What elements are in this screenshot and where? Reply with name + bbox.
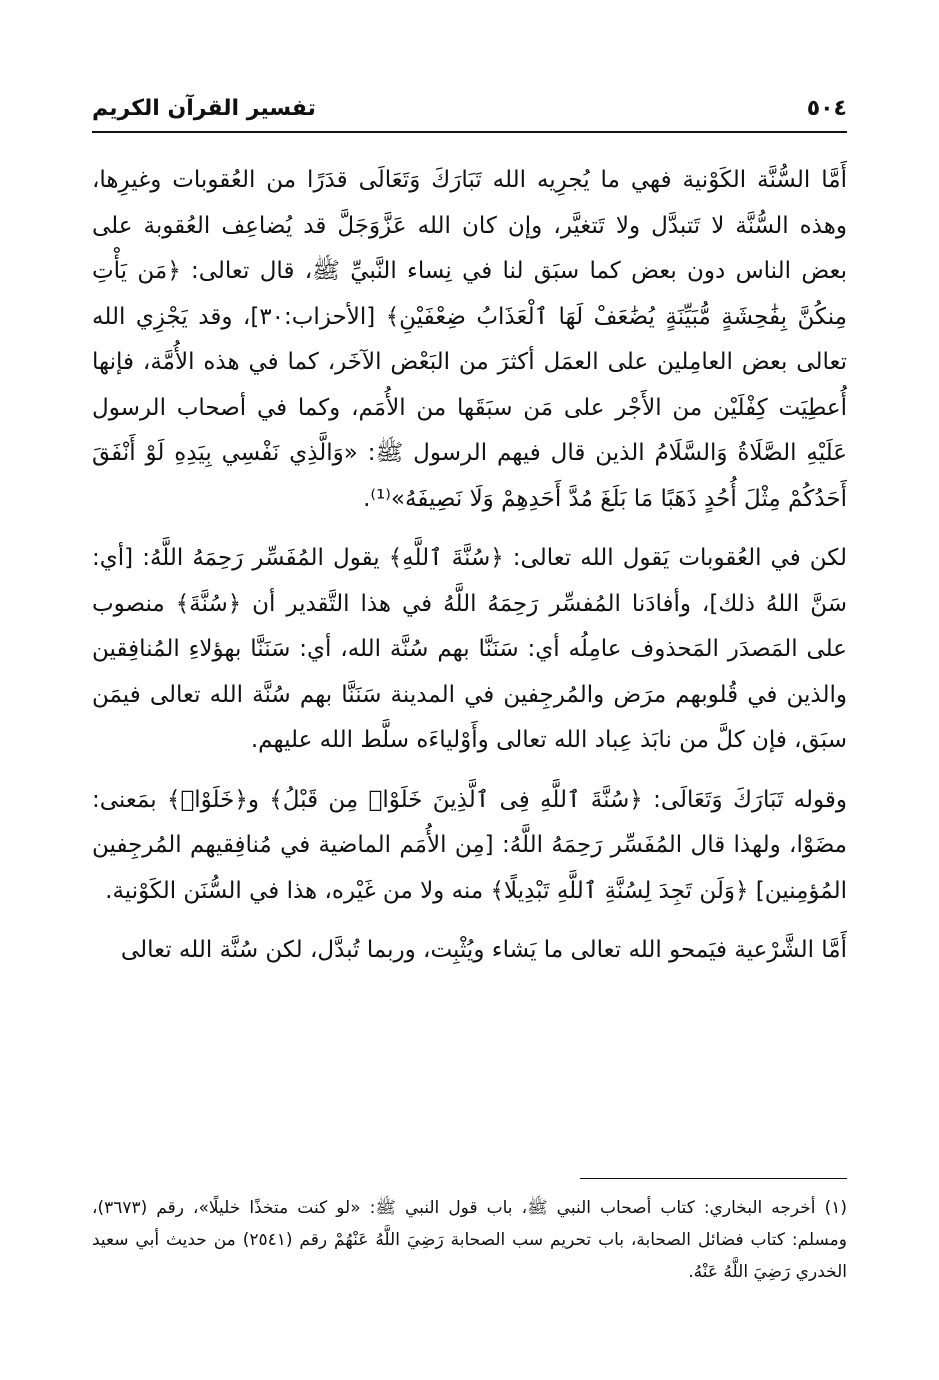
page-header bbox=[92, 88, 847, 128]
paragraph-legal-sunnah: أَمَّا الشَّرْعية فيَمحو الله تعالى ما يَشاء ويُثْبِت، وربما تُبدَّل، لكن سُنَّة الله تعالى bbox=[120, 937, 847, 963]
page-number: ٥٠٤ bbox=[806, 95, 847, 121]
paragraph-those-who-passed: وقوله تَبَارَكَ وَتَعَالَى: ﴿سُنَّةَ ٱللَّهِ فِى ٱلَّذِينَ خَلَوْا۟ مِن قَبْلُ﴾ و﴿خَلَوْا۟﴾ بمَعنى: مضَوْا، ولهذا قال المُفَسِّر رَحِمَهُ اللَّهُ: [مِن الأُمَم الماضية في مُنافِقيهم المُرجِفين المُؤمِنين] ﴿وَلَن تَجِدَ لِسُنَّةِ ٱللَّهِ تَبْدِيلًا﴾ منه ولا من غَيْره، هذا في السُّنَن الكَوْنية. bbox=[92, 786, 847, 904]
main-text bbox=[92, 158, 847, 988]
footnote-divider bbox=[580, 1178, 847, 1179]
paragraph-punishments: لكن في العُقوبات يَقول الله تعالى: ﴿سُنَّةَ ٱللَّهِ﴾ يقول المُفَسِّر رَحِمَهُ اللَّهُ: [أي: سَنَّ اللهُ ذلك]، وأفادَنا المُفسِّر رَحِمَهُ اللَّهُ في هذا التَّقدير أن ﴿سُنَّةَ﴾ منصوب على المَصدَر المَحذوف عامِلُه أي: سَنَنَّا بهم سُنَّة الله، أي: سَنَنَّا بهؤلاءِ المُنافِقين والذين في قُلوبهم مرَض والمُرجِفين في المدينة سَنَنَّا بهم سُنَّة الله تعالى فيمَن سبَق، فإن كلَّ من نابَذ عِباد الله تعالى وأَوْلياءَه سلَّط الله عليهم. bbox=[92, 545, 847, 753]
footnote: (١) أخرجه البخاري: كتاب أصحاب النبي ﷺ، باب قول النبي ﷺ: «لو كنت متخذًا خليلًا»، رقم (٣٦٧٣)، ومسلم: كتاب فضائل الصحابة، باب تحريم سب الصحابة رَضِيَ اللَّهُ عَنْهُمْ رقم (٢٥٤١) من حديث أبي سعيد الخدري رَضِيَ اللَّهُ عَنْهُ. bbox=[92, 1198, 847, 1282]
book-title: تفسير القرآن الكريم bbox=[92, 95, 316, 121]
paragraph-cosmic-sunnah: أَمَّا السُّنَّة الكَوْنية فهي ما يُجرِيه الله تَبَارَكَ وَتَعَالَى قدَرًا من العُقوبات وغيرِها، وهذه السُّنَّة لا تَتبدَّل ولا تَتغيَّر، وإن كان الله عَزَّوَجَلَّ قد يُضاعِف العُقوبة على بعض الناس دون بعض كما سبَق لنا في نِساء النَّبيِّ ﷺ، قال تعالى: ﴿مَن يَأْتِ مِنكُنَّ بِفَٰحِشَةٍ مُّبَيِّنَةٍ يُضَٰعَفْ لَهَا ٱلْعَذَابُ ضِعْفَيْنِ﴾ [الأحزاب:٣٠]، وقد يَجْزِي الله تعالى بعض العامِلين على العمَل أكثرَ من البَعْض الآخَر، كما في هذه الأُمَّة، فإنها أُعطِيَت كِفْلَيْن من الأَجْر على مَن سبَقَها من الأُمَم، وكما في أصحاب الرسول عَلَيْهِ الصَّلَاةُ وَالسَّلَامُ الذين قال فيهم الرسول ﷺ: «وَالَّذِي نَفْسِي بِيَدِهِ لَوْ أَنْفَقَ أَحَدُكُمْ مِثْلَ أُحُدٍ ذَهَبًا مَا بَلَغَ مُدَّ أَحَدِهِمْ وَلَا نَصِيفَهُ»⁽¹⁾. bbox=[92, 167, 848, 512]
header-divider bbox=[92, 131, 847, 133]
